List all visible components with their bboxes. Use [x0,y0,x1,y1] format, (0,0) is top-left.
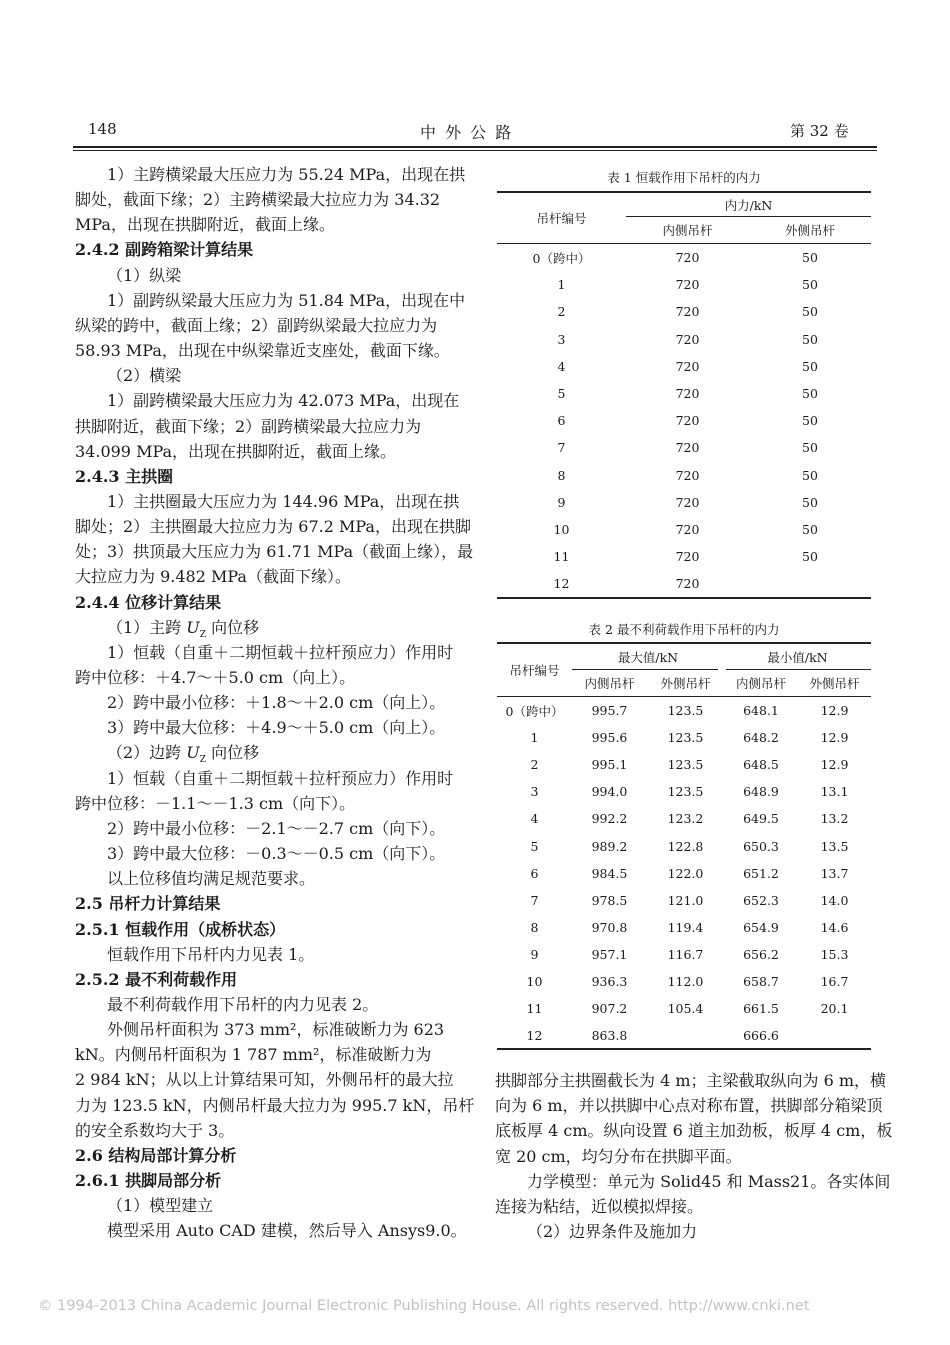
table2-col-id: 吊杆编号 [509,663,560,678]
text-line: 拱脚附近，截面下缘；2）副跨横梁最大拉应力为 [75,416,422,436]
table-cell: 995.7 [591,703,628,719]
text-line: 1）主拱圈最大压应力为 144.96 MPa，出现在拱 [107,491,460,511]
table-cell: 12.9 [820,757,849,773]
table-row [497,570,871,597]
text-line: （2）横梁 [107,366,182,386]
table2-sub-max-inner: 内侧吊杆 [584,675,635,691]
table1-header [497,193,871,243]
section-heading: 2.4.4 位移计算结果 [75,592,222,612]
text-line: 外侧吊杆面积为 373 mm²，标准破断力为 623 [107,1020,445,1040]
table-cell: 656.2 [743,946,779,962]
table-cell: 11 [526,1001,543,1017]
header-rule-thin [73,150,877,151]
text-line: 1）副跨横梁最大压应力为 42.073 MPa，出现在 [107,391,460,411]
text-line: （1）纵梁 [107,265,182,285]
text-line: 以上位移值均满足规范要求。 [107,869,316,889]
table-cell: 720 [675,331,700,347]
text-line: （2）边界条件及施加力 [527,1222,698,1242]
table-row [497,832,871,859]
table-cell: 651.2 [743,865,779,881]
table-cell: 0（跨中） [505,703,564,719]
table-row [497,298,871,325]
table-cell: 11 [553,549,570,565]
table-cell: 994.0 [591,784,628,800]
text-line: 处；3）拱顶最大压应力为 61.71 MPa（截面上缘），最 [75,542,474,562]
section-heading: 2.4.3 主拱圈 [75,466,174,486]
table2-sub-min-inner: 内侧吊杆 [735,675,786,691]
table-row [497,805,871,832]
table-cell: 648.1 [743,703,779,719]
table2-group-min: 最小值/kN [767,649,828,665]
section-heading: 2.6.1 拱脚局部分析 [75,1171,222,1190]
table2-header [497,644,871,696]
table-row [497,968,871,995]
section-heading: 2.5 吊杆力计算结果 [75,894,221,914]
table-cell: 14.0 [820,892,849,908]
table-cell: 970.8 [591,919,628,935]
table-cell: 10 [553,521,570,537]
table-cell: 907.2 [591,1001,628,1017]
table-cell: 16.7 [820,973,849,989]
table2-sub-min-outer: 外侧吊杆 [809,675,860,691]
text-line: 3）跨中最大位移：＋4.9～＋5.0 cm（向上）。 [107,718,446,738]
table-cell: 8 [557,467,566,483]
table-row [497,543,871,570]
table-row [497,516,871,543]
text-line: 3）跨中最大位移：－0.3～－0.5 cm（向下）。 [107,844,446,864]
table-cell: 1 [530,730,539,746]
table-cell: 50 [802,440,818,456]
table-row [497,914,871,941]
table-cell: 720 [675,521,700,537]
table-row [497,434,871,461]
text-line: 恒载作用下吊杆内力见表 1。 [107,944,315,964]
table1-col-id: 吊杆编号 [536,211,587,226]
section-heading: 2.5.1 恒载作用（成桥状态） [75,919,286,939]
table-row [497,887,871,914]
table1-col-inner: 内侧吊杆 [662,222,713,238]
table-row [497,380,871,407]
table-cell: 105.4 [667,1001,704,1017]
table-cell: 984.5 [591,865,628,881]
table-cell: 649.5 [743,811,779,827]
table-row [497,995,871,1022]
table-row [497,778,871,805]
table-cell: 720 [675,576,700,592]
table-cell: 50 [802,358,818,374]
section-heading: 2.5.2 最不利荷载作用 [75,969,238,989]
table-cell: 720 [675,413,700,429]
table-cell: 1 [557,277,566,293]
table-cell: 12.9 [820,730,849,746]
table-cell: 13.2 [820,811,849,827]
table-cell: 20.1 [820,1001,849,1017]
text-line: 1）恒载（自重＋二期恒载＋拉杆预应力）作用时 [107,768,454,788]
table-cell: 14.6 [820,919,849,935]
table2-body [497,697,871,1049]
table-cell: 9 [530,946,539,962]
table2-group-max: 最大值/kN [617,649,679,665]
text-line: 大拉应力为 9.482 MPa（截面下缘）。 [75,567,351,587]
table-cell: 9 [557,494,566,510]
table-cell: 50 [802,386,818,402]
text-line: 2 984 kN；从以上计算结果可知，外侧吊杆的最大拉 [75,1070,454,1090]
table-cell: 957.1 [591,946,628,962]
table-cell: 5 [557,386,566,402]
table-cell: 12.9 [820,703,849,719]
table-cell: 4 [557,358,566,374]
table-cell: 658.7 [743,973,779,989]
table-cell: 123.2 [667,811,704,827]
text-line: 2）跨中最小位移：－2.1～－2.7 cm（向下）。 [107,818,446,838]
table-cell: 121.0 [667,892,704,908]
table-cell: 13.1 [820,784,849,800]
table-cell: 720 [675,304,700,320]
table-cell: 50 [802,331,818,347]
text-line: 34.099 MPa，出现在拱脚附近，截面上缘。 [75,441,397,461]
table-row [497,860,871,887]
table-cell [798,1022,871,1049]
table-cell: 50 [802,250,818,266]
table-cell: 116.7 [667,946,704,962]
table-cell: 995.1 [591,757,628,773]
text-line: 的安全系数均大于 3。 [75,1120,235,1140]
table-cell: 50 [802,549,818,565]
text-line: （1）模型建立 [107,1196,214,1216]
table1-col-outer: 外侧吊杆 [784,222,835,238]
table-row [497,407,871,434]
table-cell [647,1022,724,1049]
table-cell: 720 [675,386,700,402]
page-number: 148 [88,120,117,138]
text-line: 58.93 MPa，出现在中纵梁靠近支座处，截面下缘。 [75,341,450,361]
table-cell: 7 [557,440,566,456]
table-cell: 863.8 [591,1028,628,1044]
table-cell: 648.9 [743,784,779,800]
table-cell: 50 [802,413,818,429]
text-line: 脚处；2）主拱圈最大拉应力为 67.2 MPa，出现在拱脚 [75,517,471,537]
text-line: 底板厚 4 cm。纵向设置 6 道主加劲板，板厚 4 cm，板 [495,1121,893,1141]
text-line: 纵梁的跨中，截面上缘；2）副跨纵梁最大拉应力为 [75,315,438,335]
table-cell: 995.6 [591,730,628,746]
table-cell: 122.8 [667,838,704,854]
text-line: 拱脚部分主拱圈截长为 4 m；主梁截取纵向为 6 m，横 [495,1071,887,1090]
table-cell: 13.5 [820,838,849,854]
table-cell: 112.0 [667,973,704,989]
table-cell: 50 [802,467,818,483]
section-heading: 2.4.2 副跨箱梁计算结果 [75,240,254,260]
journal-title: 中 外 公 路 [420,123,514,142]
table-cell: 3 [557,331,566,347]
section-heading: 2.6 结构局部计算分析 [75,1145,237,1165]
table-cell: 123.5 [667,730,704,746]
table-cell: 720 [675,467,700,483]
table-cell: 648.2 [743,730,779,746]
table-row [497,462,871,489]
text-line: （1）主跨 $U_Z$ 向位移 [107,617,260,640]
table-cell: 13.7 [820,865,849,881]
table-cell: 720 [675,440,700,456]
text-line: （2）边跨 $U_Z$ 向位移 [107,743,260,766]
table2-sub-max-outer: 外侧吊杆 [660,675,711,691]
table-row [497,724,871,751]
table-row [497,326,871,353]
table-cell: 720 [675,358,700,374]
table-cell: 936.3 [591,973,628,989]
text-line: MPa，出现在拱脚附近，截面上缘。 [75,215,335,235]
table-cell: 6 [557,413,566,429]
text-line: 宽 20 cm，均匀分布在拱脚平面。 [495,1146,742,1166]
table-row [497,271,871,298]
table-cell: 4 [530,811,539,827]
table-cell: 6 [530,865,539,881]
table-row [497,751,871,778]
table-row [497,697,871,724]
table-cell: 978.5 [591,892,628,908]
table1-caption: 表 1 恒载作用下吊杆的内力 [607,170,761,185]
table-cell: 15.3 [820,946,849,962]
table-cell: 989.2 [591,838,628,854]
table-cell [749,570,871,597]
table-cell: 650.3 [743,838,779,854]
table-cell: 122.0 [667,865,704,881]
table-cell: 720 [675,494,700,510]
table-cell: 5 [530,838,539,854]
table2-caption: 表 2 最不利荷载作用下吊杆的内力 [588,622,780,637]
text-line: 力学模型：单元为 Solid45 和 Mass21。各实体间 [527,1171,891,1191]
table-cell: 123.5 [667,784,704,800]
text-line: 脚处，截面下缘；2）主跨横梁最大拉应力为 34.32 [75,190,441,210]
table-cell: 7 [530,892,539,908]
table1-body [497,244,871,597]
table-cell: 12 [526,1028,543,1044]
table-cell: 8 [530,919,539,935]
text-line: 跨中位移：－1.1～－1.3 cm（向下）。 [75,793,356,813]
text-line: kN。内侧吊杆面积为 1 787 mm²，标准破断力为 [75,1045,432,1065]
text-line: 2）跨中最小位移：＋1.8～＋2.0 cm（向上）。 [107,693,446,713]
table-cell: 652.3 [743,892,779,908]
table-cell: 720 [675,277,700,293]
table-cell: 50 [802,494,818,510]
volume-label: 第 32 卷 [790,122,849,140]
table-row [497,1022,871,1049]
table-cell: 2 [530,757,539,773]
text-line: 1）副跨纵梁最大压应力为 51.84 MPa，出现在中 [107,290,466,310]
table-cell: 661.5 [743,1001,779,1017]
table-cell: 123.5 [667,757,704,773]
table-row [497,244,871,271]
table-cell: 50 [802,304,818,320]
text-line: 最不利荷载作用下吊杆的内力见表 2。 [107,994,379,1014]
table-cell: 2 [557,304,566,320]
table-cell: 992.2 [591,811,628,827]
table-cell: 123.5 [667,703,704,719]
table-cell: 119.4 [667,919,704,935]
copyright-footer: © 1994-2013 China Academic Journal Electronic Publishing House. All rights reserved. http://www.cnki.net [38,1298,810,1314]
text-line: 连接为粘结，近似模拟焊接。 [495,1197,704,1216]
table-row [497,353,871,380]
table-row [497,489,871,516]
text-line: 模型采用 Auto CAD 建模，然后导入 Ansys9.0。 [107,1221,467,1241]
table-row [497,941,871,968]
table-cell: 3 [530,784,539,800]
table-cell: 648.5 [743,757,779,773]
text-line: 1）主跨横梁最大压应力为 55.24 MPa，出现在拱 [107,165,466,184]
table-cell: 50 [802,277,818,293]
table-cell: 10 [526,973,543,989]
table-cell: 0（跨中） [532,250,591,266]
text-line: 跨中位移：＋4.7～＋5.0 cm（向上）。 [75,668,356,687]
table-cell: 720 [675,549,700,565]
text-line: 1）恒载（自重＋二期恒载＋拉杆预应力）作用时 [107,642,454,662]
header-rule [73,146,877,148]
text-line: 向为 6 m，并以拱脚中心点对称布置，拱脚部分箱梁顶 [495,1096,883,1116]
table-cell: 50 [802,521,818,537]
text-line: 力为 123.5 kN，内侧吊杆最大拉力为 995.7 kN，吊杆 [75,1095,475,1115]
table-cell: 654.9 [743,919,779,935]
table-cell: 666.6 [743,1028,779,1044]
table-cell: 720 [675,250,700,266]
table1-group-header: 内力/kN [724,197,773,213]
table-cell: 12 [553,576,570,592]
